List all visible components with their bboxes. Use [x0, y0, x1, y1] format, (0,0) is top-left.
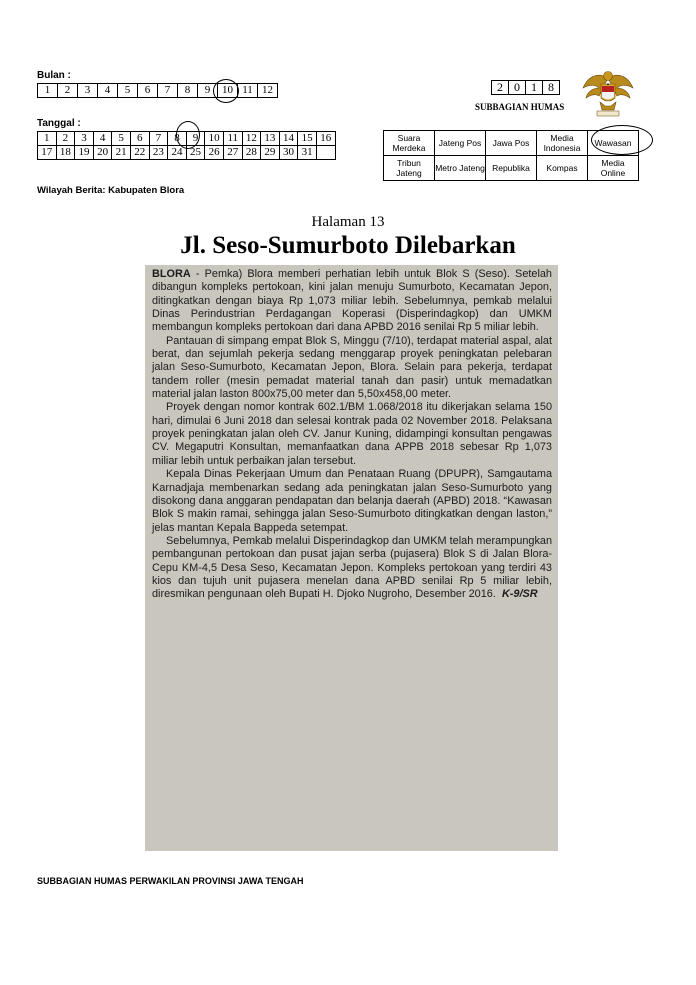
date-cell	[316, 146, 335, 160]
date-cell: 9	[186, 132, 205, 146]
article-paragraph-4: Kepala Dinas Pekerjaan Umum dan Penataan Ruang (DPUPR), Samgautama Karnadjaja membenarkan sedang ada peningkatan jalan Seso-Sumurboto yang disokong dana anggaran pendapatan dan belanja daerah (APBD) 2018. “Kawasan Blok S makin ramai, sehingga jalan Seso-Sumurboto ditingkatkan dengan laston,” jelas mantan Kepala Bappeda setempat.	[152, 468, 552, 534]
date-cell: 1	[38, 132, 57, 146]
article-paragraph-3: Proyek dengan nomor kontrak 602.1/BM 1.068/2018 itu dikerjakan selama 150 hari, dimulai 6 Juni 2018 dan selesai kontrak pada 02 November 2018. Pelaksana proyek peningkatan jalan oleh CV. Janur Kuning, didampingi konsultan pengawas CV. Megaputri Konsultan, memanfaatkan dana APPB 2018 sebesar Rp 1,073 miliar lebih untuk perbaikan jalan tersebut.	[152, 401, 552, 467]
media-cell: Media Online	[588, 156, 639, 181]
month-cell: 11	[238, 84, 258, 98]
bulan-selected-circle	[213, 79, 239, 103]
date-cell: 31	[298, 146, 317, 160]
date-cell: 30	[279, 146, 298, 160]
date-cell: 11	[223, 132, 242, 146]
date-cell: 7	[149, 132, 168, 146]
article-paragraph-1: BLORA - Pemka) Blora memberi perhatian lebih untuk Blok S (Seso). Setelah dibangun kompleks pertokoan, kini jalan menuju Sumurboto, Kecamatan Jepon, ditingkatkan dengan biaya Rp 1,073 miliar lebih. Sebelumnya, pemkab melalui Dinas Perindustrian Perdagangan Koperasi (Disperindagkop) dan UMKM membangun kompleks pertokoan dari dana APBD 2016 senilai Rp 5 miliar lebih.	[152, 268, 552, 334]
year-digit-cell: 2	[492, 81, 509, 95]
garuda-emblem	[580, 66, 636, 122]
date-cell: 21	[112, 146, 131, 160]
wilayah-berita: Wilayah Berita: Kabupaten Blora	[37, 185, 185, 196]
media-cell: Suara Merdeka	[384, 131, 435, 156]
month-cell: 2	[58, 84, 78, 98]
article-byline: K-9/SR	[501, 588, 538, 601]
media-cell: Wawasan	[588, 131, 639, 156]
date-cell: 27	[223, 146, 242, 160]
year-box	[491, 80, 560, 95]
media-cell: Kompas	[537, 156, 588, 181]
tanggal-selected-circle	[176, 121, 200, 149]
year-digit-cell: 0	[509, 81, 526, 95]
page-number: Halaman 13	[311, 214, 385, 230]
footer-agency: SUBBAGIAN HUMAS PERWAKILAN PROVINSI JAWA TENGAH	[37, 876, 304, 886]
month-cell: 5	[118, 84, 138, 98]
date-cell: 24	[168, 146, 187, 160]
bulan-label: Bulan :	[37, 70, 71, 81]
media-selected-circle	[591, 125, 653, 155]
tanggal-label: Tanggal :	[37, 118, 81, 129]
month-cell: 6	[138, 84, 158, 98]
month-cell: 10	[218, 84, 238, 98]
media-cell: Jawa Pos	[486, 131, 537, 156]
month-cell: 7	[158, 84, 178, 98]
date-cell: 18	[56, 146, 75, 160]
media-cell: Metro Jateng	[435, 156, 486, 181]
date-cell: 28	[242, 146, 261, 160]
date-cell: 22	[130, 146, 149, 160]
article-dateline: BLORA	[152, 268, 191, 280]
month-cell: 4	[98, 84, 118, 98]
month-cell: 3	[78, 84, 98, 98]
date-cell: 3	[75, 132, 94, 146]
date-cell: 17	[38, 146, 57, 160]
date-cell: 5	[112, 132, 131, 146]
media-cell: Media Indonesia	[537, 131, 588, 156]
media-cell: Tribun Jateng	[384, 156, 435, 181]
date-cell: 6	[130, 132, 149, 146]
date-cell: 2	[56, 132, 75, 146]
date-cell: 15	[298, 132, 317, 146]
year-digit-cell: 1	[526, 81, 543, 95]
date-cell: 10	[205, 132, 224, 146]
date-cell: 13	[261, 132, 280, 146]
date-cell: 4	[93, 132, 112, 146]
date-cell: 12	[242, 132, 261, 146]
date-cell: 23	[149, 146, 168, 160]
agency-name: SUBBAGIAN HUMAS	[475, 102, 565, 112]
month-cell: 12	[258, 84, 278, 98]
media-cell: Republika	[486, 156, 537, 181]
bulan-grid	[37, 83, 278, 98]
date-cell: 19	[75, 146, 94, 160]
month-cell: 1	[38, 84, 58, 98]
newspaper-clipping	[145, 265, 558, 851]
month-cell: 9	[198, 84, 218, 98]
article-paragraph-2: Pantauan di simpang empat Blok S, Minggu (7/10), terdapat material aspal, alat berat, dan sejumlah pekerja sedang menggarap proyek peningkatan pelebaran jalan Seso-Sumurboto, Kecamatan Jepon, Blora. Selain para pekerja, terdapat tandem roller (mesin pemadat material tanah dan pasir) untuk memadatkan material jalan laston 800x75,00 meter dan 5,50x458,00 meter.	[152, 334, 552, 401]
media-cell: Jateng Pos	[435, 131, 486, 156]
date-cell: 25	[186, 146, 205, 160]
year-digit-cell: 8	[543, 81, 560, 95]
article-paragraph-5: Sebelumnya, Pemkab melalui Disperindagkop dan UMKM telah merampungkan pembangunan pertokoan dan pusat jajan serba (pujasera) Blok S di Jalan Blora-Cepu KM-4,5 Desa Seso, Kecamatan Jepon. Kompleks pertokoan yang terdiri 43 kios dan tujuh unit pujasera menelan dana APBD senilai Rp 5 miliar lebih, diresmikan pengunaan oleh Bupati H. Djoko Nugroho, Desember 2016. K-9/SR	[152, 534, 552, 601]
date-cell: 26	[205, 146, 224, 160]
date-cell: 8	[168, 132, 187, 146]
date-cell: 14	[279, 132, 298, 146]
date-cell: 29	[261, 146, 280, 160]
headline: Jl. Seso-Sumurboto Dilebarkan	[180, 232, 516, 259]
date-cell: 20	[93, 146, 112, 160]
month-cell: 8	[178, 84, 198, 98]
date-cell: 16	[316, 132, 335, 146]
